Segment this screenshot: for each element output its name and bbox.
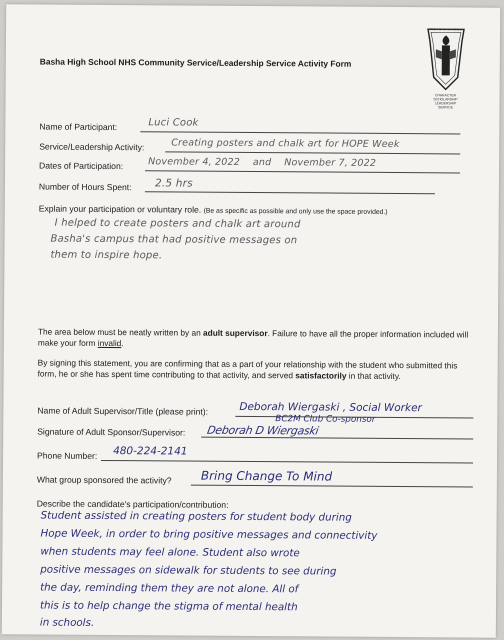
group-line [191,485,473,488]
explain-line[interactable]: Basha's campus that had positive messages on [50,233,298,247]
contribution-line[interactable]: the day, reminding them they are not alone. All of [40,581,299,596]
explain-prompt [39,204,388,216]
hours-label: Number of Hours Spent: [38,181,132,193]
svg-text:S: S [435,63,441,72]
activity-line [165,151,460,154]
notice-text: . Failure to have all the proper information included will make your form [37,328,469,348]
group-value[interactable]: Bring Change To Mind [200,468,333,484]
contribution-line[interactable]: positive messages on sidewalk for students to see during [40,563,337,578]
notice-bold: adult supervisor [202,327,268,339]
statement-text: By signing this statement, you are confirming that as a part of your relationship with the student who submitted this form, he or she has spent time contributing to that activity, and served [37,357,458,380]
emblem-motto-line: CHARACTER [435,93,457,98]
signature-label: Signature of Adult Sponsor/Supervisor: [37,426,186,438]
supervisor-name-value[interactable]: Deborah Wiergaski , Social Worker [239,400,422,415]
emblem-motto-line: SCHOLARSHIP [433,97,458,102]
notice-underline: invalid [97,337,122,348]
notice-text: The area below must be neatly written by an [37,326,204,338]
participant-line [140,131,460,134]
statement-text: in that activity. [346,370,401,381]
contribution-line[interactable]: Hope Week, in order to bring positive messages and connectivity [40,527,378,542]
participant-value[interactable]: Luci Cook [148,117,199,129]
phone-value[interactable]: 480-224-2141 [113,445,188,458]
supervisor-title-value[interactable]: BC2M Club Co-sponsor [275,414,376,425]
group-label: What group sponsored the activity? [36,474,172,486]
contribution-line[interactable]: in schools. [39,616,95,629]
activity-form-page [2,4,500,637]
phone-label: Phone Number: [37,450,98,461]
supervisor-name-label: Name of Adult Supervisor/Title (please print): [37,405,209,417]
confirmation-statement [38,358,478,382]
contribution-line[interactable]: this is to help change the stigma of mental health [39,599,298,614]
hours-line [145,191,435,194]
form-title: Basha High School NHS Community Service/Leadership Service Activity Form [39,56,352,69]
notice-text: . [121,337,124,348]
explain-prompt-text: Explain your participation or voluntary role. [38,203,202,215]
statement-bold: satisfactorily [295,369,347,381]
contribution-line[interactable]: Student assisted in creating posters for student body during [40,509,352,524]
dates-value[interactable]: November 4, 2022 and November 7, 2022 [148,156,377,169]
svg-text:L: L [449,63,455,72]
contribution-prompt: Describe the candidate's participation/contribution: [36,498,229,510]
explain-line[interactable]: them to inspire hope. [50,249,163,262]
phone-line [101,460,473,464]
supervisor-signature[interactable]: Deborah D Wiergaski [206,423,320,438]
nhs-emblem [421,27,470,113]
contribution-line[interactable]: when students may feel alone. Student also wrote [40,545,300,560]
activity-label: Service/Leadership Activity: [39,141,145,153]
emblem-motto-line: LEADERSHIP [434,101,457,106]
supervisor-notice [38,327,478,351]
signature-line [201,437,473,440]
emblem-motto-line: SERVICE [438,105,453,110]
dates-line [145,170,460,173]
explain-line[interactable]: I helped to create posters and chalk art around [54,217,301,231]
dates-label: Dates of Participation: [39,160,124,172]
emblem-motto [421,93,469,109]
participant-label: Name of Participant: [39,121,118,133]
hours-value[interactable]: 2.5 hrs [154,177,193,190]
activity-value[interactable]: Creating posters and chalk art for HOPE Week [171,137,400,151]
emblem-top-text: NATIONAL HONOR SOCIETY [427,27,466,32]
nhs-torch-keystone-icon [422,27,470,93]
explain-prompt-note: (Be as specific as possible and only use the space provided.) [203,207,388,216]
